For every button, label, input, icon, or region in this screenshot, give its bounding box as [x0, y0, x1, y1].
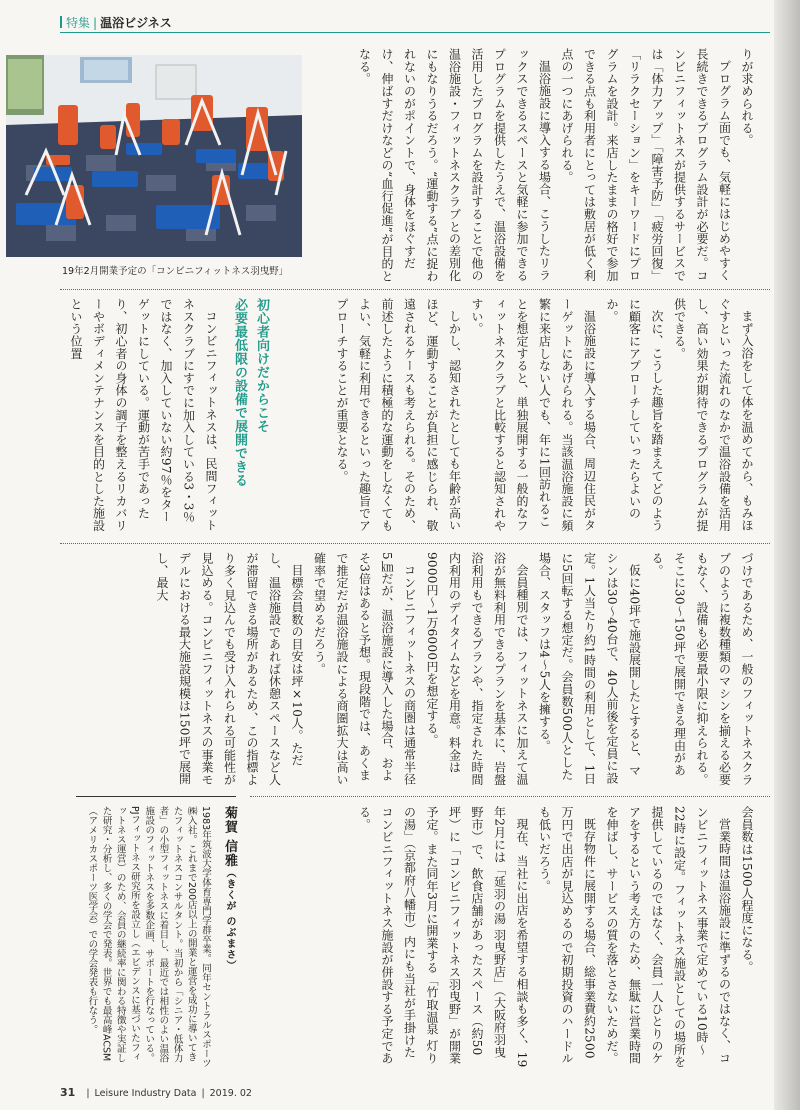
article-column-lower-right: [60, 552, 758, 788]
paragraph: 会員数は1500人程度になる。: [740, 806, 754, 974]
issue-date: 2019. 02: [209, 1088, 252, 1099]
section-heading-line-2: 必要最低限の設備で展開できる: [232, 298, 247, 487]
magazine-title: Leisure Industry Data: [94, 1088, 197, 1099]
paragraph: コンビニフィットネスは、民間フィットネスクラブにすでに加入している3・3％ではなく、加入していない約97％をターゲットにしている。運動が苦手であったり、初心者の身体の調子を整えるリカバリーやボディメンテナンスを目的とした施設という位置: [69, 298, 218, 532]
article-column-middle-right: [282, 298, 758, 534]
paragraph: づけであるため、一般のフィットネスクラブのように複数種類のマシンを揃える必要もなく、設備も必要最小限に抑えられる。そこに30～150坪で展開できる理由がある。: [650, 552, 754, 786]
author-bio: 1983年筑波大学体育専門学群卒業。同年セントラルスポーツ㈱入社。これまで200店以上の開業と運営を成功に導いてきたフィットネスコンサルタント。当初から「シニア・低体力者」の小型フィットネスに着目し、最近では相性のよい温浴施設のフィットネスを多数企画、サポートを行なっている。PJフィットネス研究所を設立し（エビデンスに基づいたフィットネス運営）のため、会員の継続率に関わる特徴や実証した研究・分析し、多くの学会で発表。世界でも最高峰ACSM（アメリカスポーツ医学会）での学会発表も行なう。: [86, 806, 211, 1068]
bio-rule: [76, 796, 236, 797]
paragraph: 営業時間は温浴施設に準ずるのではなく、コンビニフィットネス事業で定めている10時～22時に設定。フィットネス施設としての場所を提供しているのではなく、会員一人ひとりのケアをするという考え方のため、無駄に営業時間を伸ばし、サービスの質を落とさないためだ。: [605, 806, 732, 1068]
header-rule: [60, 32, 770, 33]
article-column-top-right: [318, 48, 758, 284]
page-footer: [60, 1086, 252, 1099]
page-number: 31: [60, 1086, 76, 1099]
footer-separator: |: [86, 1088, 90, 1099]
paragraph: 現在、当社に出店を希望する相談も多く、19年2月には「延羽の湯 羽曳野店」（大阪府羽曳野市）で、飲食店舗があったスペース（約50坪）に「コンビニフィットネス羽曳野」が開業予定。また同年3月に開業する「竹取温泉 灯りの湯」（京都府八幡市）内にも当社が手掛けたコンビニフィットネス施設が併設する予定である。: [357, 806, 529, 1068]
section-header: [60, 14, 172, 31]
page-spine-shadow: [774, 0, 800, 1110]
paragraph: コンビニフィットネスの商圏は通常半径5㎞だが、温浴施設に導入した場合、およそ3倍はあると予想。現段階では、あくまで推定だが温浴施設による商圏拡大は高い確率で望めるだろう。: [312, 552, 417, 786]
paragraph: 温浴施設に導入する場合、周辺住民がターゲットにあげられる。当該温浴施設に頻繁に来店しない人でも、年に1回訪れることを想定すると、単独展開する一般的なフィットネスクラブと比較すると認知されやすい。: [470, 298, 597, 532]
section-heading: [228, 298, 272, 532]
paragraph: 会員種別では、フィットネスに加えて温浴が無料利用できるプランを基本に、岩盤浴利用もできるプランや、指定された時間内利用のデイタイムなどを用意。料金は9000円～1万6000円を想定する。: [425, 552, 529, 786]
header-section: 温浴ビジネス: [100, 16, 172, 30]
header-tag: 特集: [66, 16, 91, 30]
paragraph: 既存物件に展開する場合、総事業費約2500万円で出店が見込めるので初期投資のハードルも低いだろう。: [537, 806, 597, 1065]
section-heading-line-1: 初心者向けだからこそ: [254, 298, 269, 433]
paragraph: しかし、認知されたとしても年齢が高いほど、運動することが負担に感じられ、敬遠されるケースも考えられる。そのため、前述したように積極的な運動をしなくてもよい、気軽に利用できるといった趣旨でアプローチすることが重要となる。: [335, 298, 462, 532]
footer-separator-2: |: [201, 1088, 205, 1099]
header-separator: |: [93, 16, 98, 30]
gym-photo-illustration: [6, 55, 302, 257]
article-column-lower-left: [250, 806, 758, 1068]
paragraph: プログラム面でも、気軽にはじめやすく長続きできるプログラム設計が必要だ。コンビニフィットネスが提供するサービスでは「体力アップ」「障害予防」「疲労回復」「リラクセーション」をキーワードにプログラムを設計。来店したままの格好で参加できる点も利用者にとっては敷居が低く利点の一つにあげられる。: [560, 48, 732, 282]
header-accent-bar: [60, 16, 62, 28]
photo-caption: 19年2月開業予定の「コンビニフィットネス羽曳野」: [62, 266, 289, 277]
section-divider: [60, 543, 770, 544]
paragraph: 温浴施設に導入する場合、こうしたリラックスできるスペースと気軽に参加できるプログラムを提供したうえで、温浴設備を活用したプログラムを設計することで他の温浴施設・フィットネスクラブとの差別化にもなりうるだろう。“運動する”点に捉われないのがポイントで、身体をほぐすだけ、伸ばすだけなどの“血行促進”が目的となる。: [357, 48, 552, 283]
author-name: [220, 806, 239, 971]
gym-photo: [6, 55, 302, 257]
paragraph: 仮に40坪で施設展開したとすると、マシンは30～40台で、40人前後を定員に設定。1人当たり約1時間の利用として、1日に5回転する想定だ。会員数500人とした場合、スタッフは4～5人を擁する。: [537, 552, 642, 785]
paragraph: りが求められる。: [740, 48, 754, 147]
section-divider: [60, 289, 770, 290]
article-column-middle-left: [66, 298, 222, 534]
paragraph: 次に、こうした趣旨を踏まえてどのように顧客にアプローチしていったらよいのか。: [605, 298, 664, 532]
author-name-reading: （きくが のぶまさ）: [224, 867, 235, 972]
section-divider: [250, 796, 770, 797]
paragraph: 目標会員数の目安は坪×10人。ただし、温浴施設であれば休憩スペースなど人が滞留できる場所があるため、この指標より多く見込んでも受け入れられる可能性が見込める。コンビニフィットネスの事業モデルにおける最大施設規模は150坪で展開し、最大: [155, 552, 304, 786]
paragraph: まず入浴をして体を温めてから、もみほぐすといった流れのなかで温浴設備を活用し、高い効果が期待できるプログラムが提供できる。: [672, 298, 754, 532]
author-name-text: 菊賀 信雅: [222, 806, 237, 868]
